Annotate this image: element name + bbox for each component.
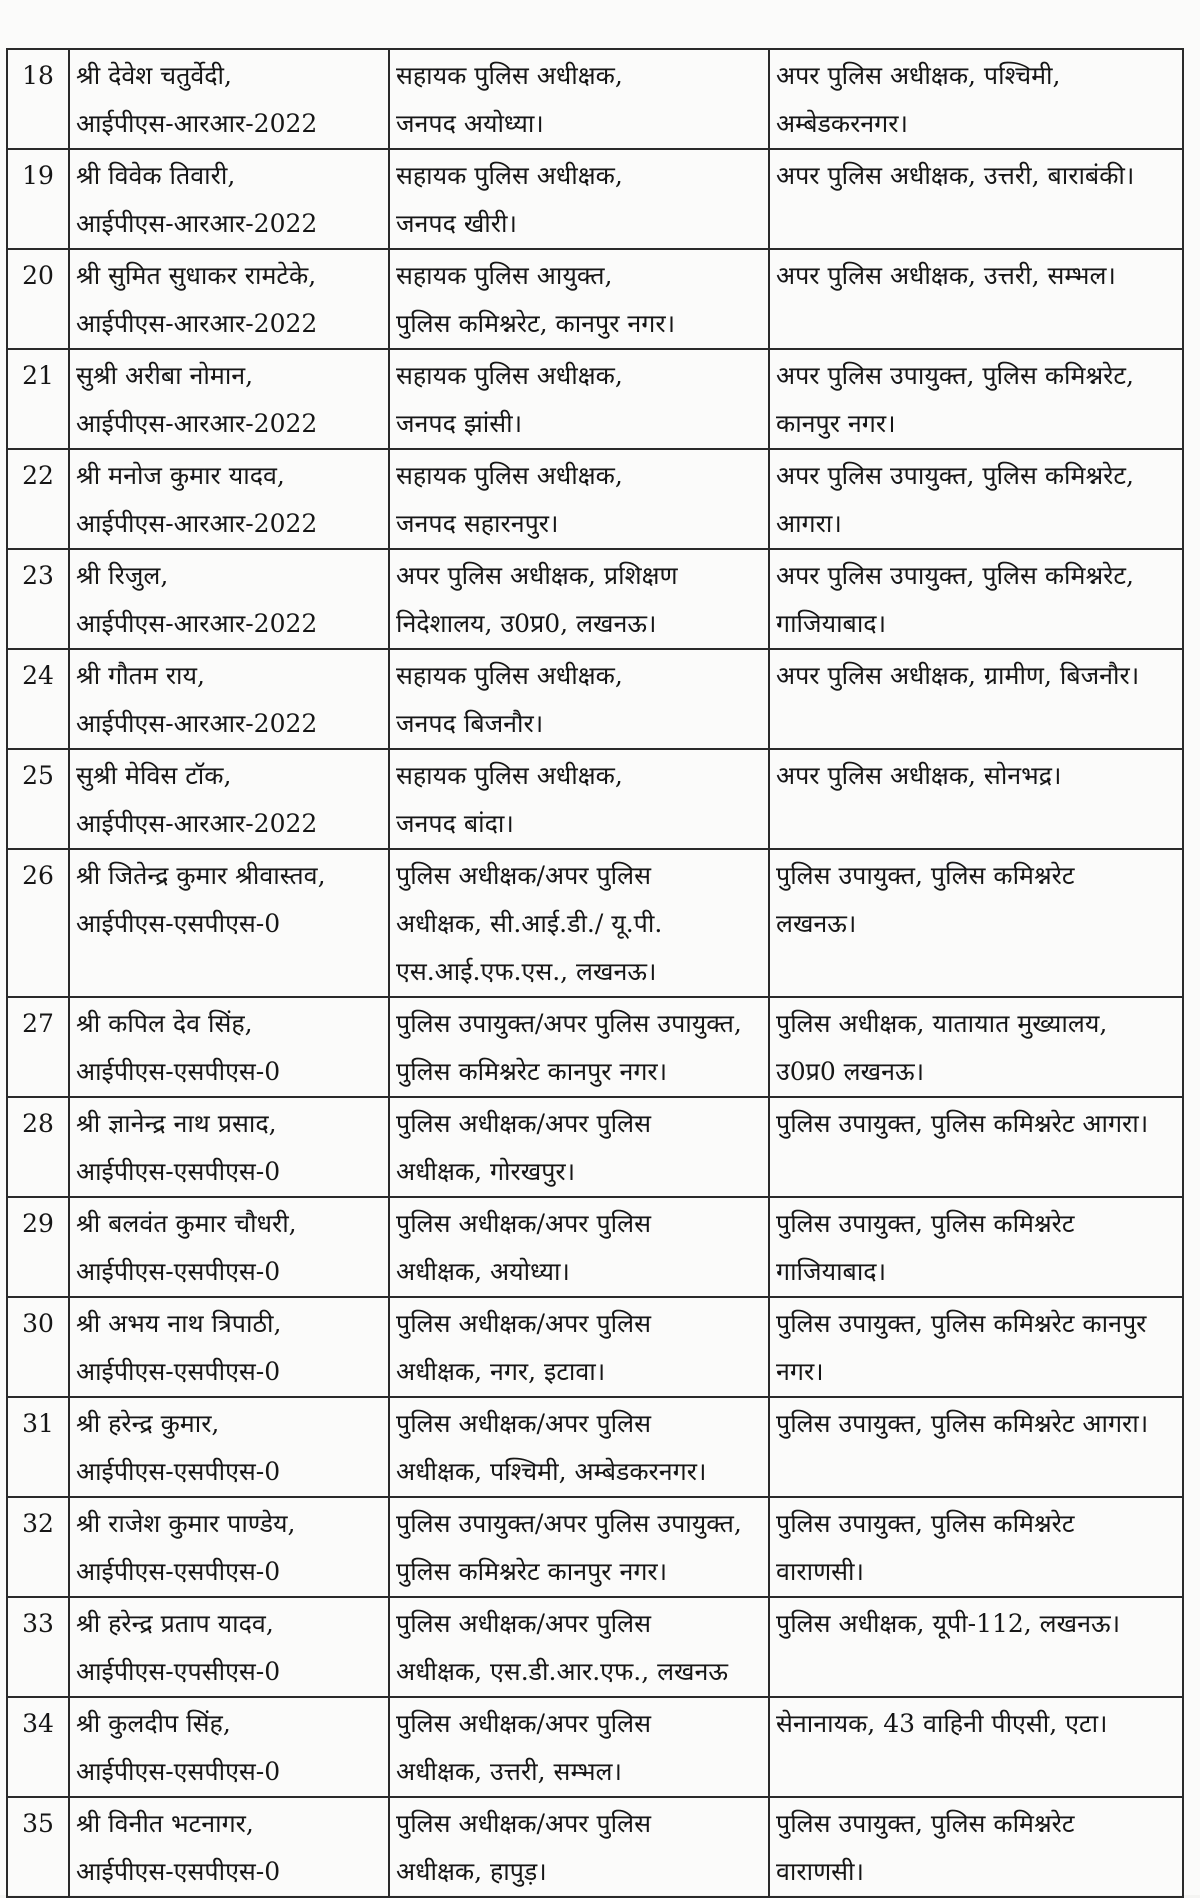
officer-name: श्री अभय नाथ त्रिपाठी, (76, 1309, 282, 1338)
officer-cadre: आईपीएस-एपसीएस-0 (76, 1657, 281, 1686)
officer-cadre: आईपीएस-आरआर-2022 (76, 509, 318, 538)
table-row (7, 49, 1183, 149)
officer-name: श्री मनोज कुमार यादव, (76, 461, 285, 490)
officer-name: श्री कपिल देव सिंह, (76, 1009, 253, 1038)
serial-number: 33 (22, 1609, 54, 1638)
table-row (7, 1397, 1183, 1497)
table-row (7, 1197, 1183, 1297)
current-posting-cell (389, 997, 769, 1097)
serial-number-cell (7, 1397, 69, 1497)
current-posting-line: एस.आई.एफ.एस., लखनऊ। (396, 957, 657, 986)
serial-number-cell (7, 1497, 69, 1597)
current-posting-cell (389, 449, 769, 549)
officer-name: श्री राजेश कुमार पाण्डेय, (76, 1509, 296, 1538)
table-row (7, 249, 1183, 349)
current-posting-cell (389, 149, 769, 249)
serial-number: 34 (22, 1709, 54, 1738)
officer-name: श्री ज्ञानेन्द्र नाथ प्रसाद, (76, 1109, 277, 1138)
table-row (7, 649, 1183, 749)
transfer-table (6, 48, 1184, 1898)
current-posting-line: पुलिस अधीक्षक/अपर पुलिस (396, 1709, 651, 1738)
new-posting-line: पुलिस उपायुक्त, पुलिस कमिश्नरेट कानपुर (776, 1309, 1147, 1338)
officer-cadre: आईपीएस-एसपीएस-0 (76, 1457, 281, 1486)
serial-number: 20 (22, 261, 54, 290)
new-posting-cell (769, 149, 1183, 249)
officer-cadre: आईपीएस-एसपीएस-0 (76, 1357, 281, 1386)
current-posting-line: अधीक्षक, नगर, इटावा। (396, 1357, 606, 1386)
new-posting-cell (769, 449, 1183, 549)
current-posting-line: अधीक्षक, एस.डी.आर.एफ., लखनऊ (396, 1657, 729, 1686)
serial-number: 25 (22, 761, 54, 790)
current-posting-line: पुलिस अधीक्षक/अपर पुलिस (396, 1409, 651, 1438)
officer-cell (69, 1597, 389, 1697)
current-posting-line: पुलिस अधीक्षक/अपर पुलिस (396, 1109, 651, 1138)
current-posting-cell (389, 649, 769, 749)
serial-number-cell (7, 249, 69, 349)
table-row (7, 1697, 1183, 1797)
officer-name: श्री कुलदीप सिंह, (76, 1709, 231, 1738)
serial-number-cell (7, 449, 69, 549)
current-posting-line: जनपद सहारनपुर। (396, 509, 559, 538)
table-row (7, 149, 1183, 249)
officer-cadre: आईपीएस-आरआर-2022 (76, 809, 318, 838)
current-posting-line: पुलिस उपायुक्त/अपर पुलिस उपायुक्त, (396, 1009, 742, 1038)
new-posting-line: अपर पुलिस उपायुक्त, पुलिस कमिश्नरेट, (776, 361, 1134, 390)
serial-number-cell (7, 1197, 69, 1297)
new-posting-cell (769, 249, 1183, 349)
table-row (7, 449, 1183, 549)
officer-name: श्री सुमित सुधाकर रामटेके, (76, 261, 317, 290)
serial-number: 35 (22, 1809, 54, 1838)
officer-cell (69, 249, 389, 349)
officer-cell (69, 1397, 389, 1497)
officer-cadre: आईपीएस-आरआर-2022 (76, 709, 318, 738)
current-posting-line: पुलिस उपायुक्त/अपर पुलिस उपायुक्त, (396, 1509, 742, 1538)
current-posting-line: पुलिस कमिश्नरेट, कानपुर नगर। (396, 309, 676, 338)
current-posting-cell (389, 1597, 769, 1697)
new-posting-line: अपर पुलिस अधीक्षक, पश्चिमी, (776, 61, 1061, 90)
officer-name: श्री बलवंत कुमार चौधरी, (76, 1209, 297, 1238)
new-posting-cell (769, 349, 1183, 449)
new-posting-cell (769, 1497, 1183, 1597)
officer-cell (69, 997, 389, 1097)
new-posting-line: अपर पुलिस अधीक्षक, सोनभद्र। (776, 761, 1062, 790)
officer-name: श्री देवेश चतुर्वेदी, (76, 61, 232, 90)
serial-number: 27 (22, 1009, 54, 1038)
new-posting-line: पुलिस उपायुक्त, पुलिस कमिश्नरेट आगरा। (776, 1109, 1149, 1138)
officer-name: श्री रिजुल, (76, 561, 169, 590)
officer-cell (69, 1697, 389, 1797)
officer-name: श्री विनीत भटनागर, (76, 1809, 254, 1838)
serial-number: 28 (22, 1109, 54, 1138)
new-posting-line: लखनऊ। (776, 909, 857, 938)
new-posting-cell (769, 997, 1183, 1097)
new-posting-cell (769, 1297, 1183, 1397)
officer-cell (69, 1797, 389, 1897)
new-posting-line: सेनानायक, 43 वाहिनी पीएसी, एटा। (776, 1709, 1108, 1738)
current-posting-line: पुलिस अधीक्षक/अपर पुलिस (396, 1309, 651, 1338)
officer-name: श्री गौतम राय, (76, 661, 205, 690)
new-posting-cell (769, 1597, 1183, 1697)
table-row (7, 1297, 1183, 1397)
current-posting-line: निदेशालय, उ0प्र0, लखनऊ। (396, 609, 657, 638)
new-posting-cell (769, 49, 1183, 149)
new-posting-line: उ0प्र0 लखनऊ। (776, 1057, 925, 1086)
current-posting-cell (389, 1197, 769, 1297)
serial-number: 29 (22, 1209, 54, 1238)
serial-number-cell (7, 1597, 69, 1697)
current-posting-line: अपर पुलिस अधीक्षक, प्रशिक्षण (396, 561, 678, 590)
new-posting-line: गाजियाबाद। (776, 1257, 887, 1286)
officer-cadre: आईपीएस-एसपीएस-0 (76, 1057, 281, 1086)
new-posting-line: अपर पुलिस अधीक्षक, ग्रामीण, बिजनौर। (776, 661, 1140, 690)
serial-number-cell (7, 1297, 69, 1397)
new-posting-line: अम्बेडकरनगर। (776, 109, 908, 138)
officer-cadre: आईपीएस-एसपीएस-0 (76, 1257, 281, 1286)
new-posting-cell (769, 849, 1183, 997)
serial-number-cell (7, 149, 69, 249)
new-posting-line: वाराणसी। (776, 1857, 865, 1886)
current-posting-line: अधीक्षक, उत्तरी, सम्भल। (396, 1757, 622, 1786)
officer-cell (69, 349, 389, 449)
new-posting-line: अपर पुलिस अधीक्षक, उत्तरी, सम्भल। (776, 261, 1116, 290)
table-row (7, 997, 1183, 1097)
new-posting-cell (769, 1197, 1183, 1297)
officer-cell (69, 1097, 389, 1197)
current-posting-cell (389, 1297, 769, 1397)
officer-cell (69, 1497, 389, 1597)
officer-cell (69, 849, 389, 997)
officer-cadre: आईपीएस-आरआर-2022 (76, 409, 318, 438)
current-posting-line: सहायक पुलिस अधीक्षक, (396, 461, 623, 490)
current-posting-cell (389, 1797, 769, 1897)
new-posting-line: पुलिस उपायुक्त, पुलिस कमिश्नरेट (776, 1509, 1075, 1538)
serial-number: 31 (22, 1409, 54, 1438)
current-posting-cell (389, 1697, 769, 1797)
current-posting-cell (389, 349, 769, 449)
current-posting-line: जनपद झांसी। (396, 409, 523, 438)
serial-number: 32 (22, 1509, 54, 1538)
officer-cell (69, 1297, 389, 1397)
new-posting-line: कानपुर नगर। (776, 409, 896, 438)
new-posting-cell (769, 749, 1183, 849)
serial-number: 19 (22, 161, 54, 190)
serial-number-cell (7, 549, 69, 649)
officer-cadre: आईपीएस-एसपीएस-0 (76, 1557, 281, 1586)
officer-cell (69, 149, 389, 249)
officer-name: सुश्री अरीबा नोमान, (76, 361, 254, 390)
serial-number-cell (7, 349, 69, 449)
officer-name: श्री हरेन्द्र कुमार, (76, 1409, 220, 1438)
new-posting-line: पुलिस उपायुक्त, पुलिस कमिश्नरेट आगरा। (776, 1409, 1149, 1438)
current-posting-line: अधीक्षक, सी.आई.डी./ यू.पी. (396, 909, 663, 938)
new-posting-cell (769, 1097, 1183, 1197)
new-posting-line: पुलिस अधीक्षक, यातायात मुख्यालय, (776, 1009, 1108, 1038)
officer-cell (69, 49, 389, 149)
officer-cell (69, 749, 389, 849)
serial-number: 26 (22, 861, 54, 890)
current-posting-line: सहायक पुलिस अधीक्षक, (396, 761, 623, 790)
officer-cadre: आईपीएस-एसपीएस-0 (76, 1157, 281, 1186)
current-posting-line: जनपद अयोध्या। (396, 109, 544, 138)
new-posting-cell (769, 649, 1183, 749)
new-posting-cell (769, 1797, 1183, 1897)
new-posting-line: पुलिस उपायुक्त, पुलिस कमिश्नरेट (776, 861, 1075, 890)
current-posting-cell (389, 749, 769, 849)
current-posting-cell (389, 849, 769, 997)
serial-number-cell (7, 1697, 69, 1797)
current-posting-line: जनपद बांदा। (396, 809, 514, 838)
current-posting-line: सहायक पुलिस अधीक्षक, (396, 161, 623, 190)
serial-number: 24 (22, 661, 54, 690)
current-posting-cell (389, 1397, 769, 1497)
current-posting-line: जनपद खीरी। (396, 209, 517, 238)
current-posting-line: अधीक्षक, गोरखपुर। (396, 1157, 576, 1186)
new-posting-line: नगर। (776, 1357, 824, 1386)
current-posting-line: अधीक्षक, पश्चिमी, अम्बेडकरनगर। (396, 1457, 707, 1486)
officer-name: श्री विवेक तिवारी, (76, 161, 236, 190)
table-row (7, 349, 1183, 449)
current-posting-cell (389, 1497, 769, 1597)
new-posting-line: पुलिस अधीक्षक, यूपी-112, लखनऊ। (776, 1609, 1121, 1638)
current-posting-line: जनपद बिजनौर। (396, 709, 544, 738)
officer-cadre: आईपीएस-एसपीएस-0 (76, 909, 281, 938)
new-posting-line: अपर पुलिस अधीक्षक, उत्तरी, बाराबंकी। (776, 161, 1135, 190)
current-posting-line: सहायक पुलिस अधीक्षक, (396, 661, 623, 690)
officer-cadre: आईपीएस-आरआर-2022 (76, 309, 318, 338)
serial-number: 21 (22, 361, 54, 390)
current-posting-line: पुलिस अधीक्षक/अपर पुलिस (396, 1609, 651, 1638)
new-posting-line: अपर पुलिस उपायुक्त, पुलिस कमिश्नरेट, (776, 561, 1134, 590)
current-posting-line: पुलिस कमिश्नरेट कानपुर नगर। (396, 1557, 668, 1586)
serial-number-cell (7, 1797, 69, 1897)
current-posting-cell (389, 1097, 769, 1197)
new-posting-line: पुलिस उपायुक्त, पुलिस कमिश्नरेट (776, 1209, 1075, 1238)
officer-cadre: आईपीएस-एसपीएस-0 (76, 1857, 281, 1886)
serial-number-cell (7, 749, 69, 849)
current-posting-line: पुलिस अधीक्षक/अपर पुलिस (396, 1209, 651, 1238)
table-row (7, 1597, 1183, 1697)
current-posting-line: अधीक्षक, अयोध्या। (396, 1257, 570, 1286)
current-posting-line: पुलिस अधीक्षक/अपर पुलिस (396, 1809, 651, 1838)
current-posting-cell (389, 249, 769, 349)
officer-cadre: आईपीएस-आरआर-2022 (76, 109, 318, 138)
officer-cadre: आईपीएस-आरआर-2022 (76, 609, 318, 638)
current-posting-line: पुलिस अधीक्षक/अपर पुलिस (396, 861, 651, 890)
serial-number: 18 (22, 61, 54, 90)
new-posting-cell (769, 549, 1183, 649)
transfer-table-body (7, 49, 1183, 1897)
new-posting-line: आगरा। (776, 509, 842, 538)
current-posting-line: पुलिस कमिश्नरेट कानपुर नगर। (396, 1057, 668, 1086)
new-posting-line: अपर पुलिस उपायुक्त, पुलिस कमिश्नरेट, (776, 461, 1134, 490)
new-posting-line: गाजियाबाद। (776, 609, 887, 638)
new-posting-cell (769, 1697, 1183, 1797)
officer-cadre: आईपीएस-एसपीएस-0 (76, 1757, 281, 1786)
table-row (7, 1097, 1183, 1197)
table-row (7, 549, 1183, 649)
officer-cell (69, 449, 389, 549)
serial-number: 30 (22, 1309, 54, 1338)
officer-cell (69, 649, 389, 749)
officer-name: श्री हरेन्द्र प्रताप यादव, (76, 1609, 274, 1638)
new-posting-line: वाराणसी। (776, 1557, 865, 1586)
current-posting-line: सहायक पुलिस आयुक्त, (396, 261, 613, 290)
table-row (7, 749, 1183, 849)
serial-number-cell (7, 1097, 69, 1197)
table-row (7, 849, 1183, 997)
current-posting-cell (389, 549, 769, 649)
serial-number: 22 (22, 461, 54, 490)
serial-number-cell (7, 49, 69, 149)
current-posting-line: सहायक पुलिस अधीक्षक, (396, 61, 623, 90)
current-posting-line: अधीक्षक, हापुड़। (396, 1857, 547, 1886)
officer-name: सुश्री मेविस टॉक, (76, 761, 232, 790)
officer-name: श्री जितेन्द्र कुमार श्रीवास्तव, (76, 861, 326, 890)
officer-cell (69, 1197, 389, 1297)
officer-cadre: आईपीएस-आरआर-2022 (76, 209, 318, 238)
officer-cell (69, 549, 389, 649)
serial-number: 23 (22, 561, 54, 590)
table-row (7, 1497, 1183, 1597)
current-posting-cell (389, 49, 769, 149)
new-posting-line: पुलिस उपायुक्त, पुलिस कमिश्नरेट (776, 1809, 1075, 1838)
new-posting-cell (769, 1397, 1183, 1497)
current-posting-line: सहायक पुलिस अधीक्षक, (396, 361, 623, 390)
serial-number-cell (7, 849, 69, 997)
table-row (7, 1797, 1183, 1897)
serial-number-cell (7, 649, 69, 749)
serial-number-cell (7, 997, 69, 1097)
